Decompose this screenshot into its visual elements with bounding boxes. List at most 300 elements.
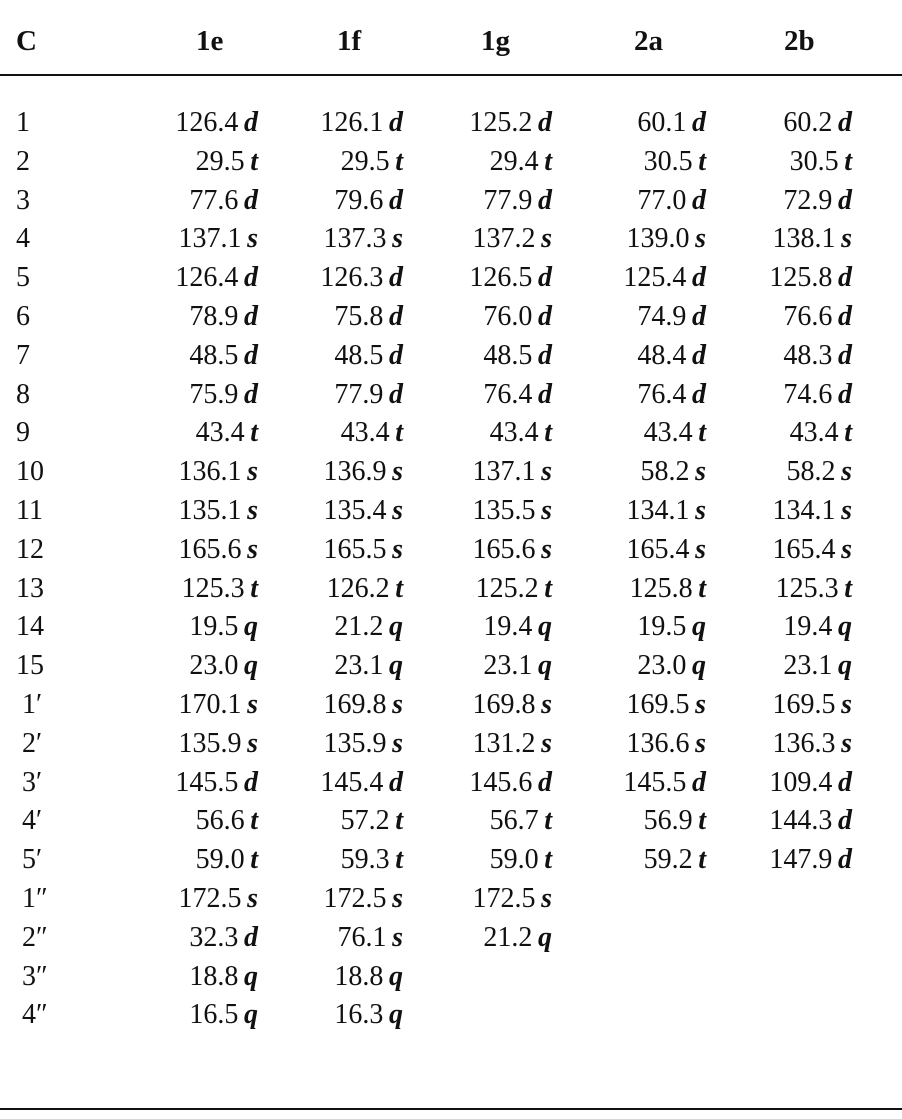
shift-value: 135.5 — [472, 495, 536, 526]
multiplicity: s — [541, 883, 552, 914]
shift-cell — [196, 414, 258, 452]
shift-value: 58.2 — [640, 456, 690, 488]
multiplicity: d — [244, 339, 258, 371]
shift-cell — [469, 764, 552, 802]
header-rule — [0, 74, 902, 76]
shift-value: 19.4 — [483, 611, 533, 643]
multiplicity: s — [392, 921, 403, 953]
multiplicity: d — [538, 301, 552, 332]
shift-value: 23.1 — [334, 650, 384, 682]
shift-value: 169.5 — [626, 689, 690, 720]
table-row — [0, 492, 902, 530]
shift-value: 48.5 — [483, 339, 533, 371]
multiplicity: q — [244, 960, 258, 992]
multiplicity: s — [392, 689, 403, 720]
multiplicity: d — [692, 184, 706, 216]
shift-cell — [790, 143, 852, 181]
shift-cell — [189, 958, 258, 996]
multiplicity: s — [841, 533, 852, 565]
table-row — [0, 996, 902, 1034]
carbon-label: 4″ — [22, 999, 48, 1031]
multiplicity: q — [538, 650, 552, 682]
shift-value: 75.9 — [189, 378, 239, 410]
shift-cell — [341, 841, 403, 879]
shift-value: 48.5 — [189, 339, 239, 371]
shift-value: 21.2 — [334, 611, 384, 643]
shift-cell — [623, 764, 706, 802]
shift-cell — [341, 143, 403, 181]
table-row — [0, 802, 902, 840]
shift-cell — [175, 764, 258, 802]
carbon-label: 3′ — [22, 766, 43, 798]
shift-cell — [334, 996, 403, 1034]
table-row — [0, 220, 902, 258]
shift-cell — [323, 725, 403, 763]
shift-cell — [320, 104, 403, 142]
shift-value: 58.2 — [786, 456, 836, 488]
shift-value: 172.5 — [472, 883, 536, 914]
shift-cell — [178, 725, 258, 763]
multiplicity: s — [841, 495, 852, 526]
shift-cell — [790, 414, 852, 452]
multiplicity: d — [538, 262, 552, 294]
carbon-label: 4 — [16, 223, 30, 255]
multiplicity: s — [695, 495, 706, 526]
shift-cell — [626, 686, 706, 724]
shift-value: 79.6 — [334, 184, 384, 216]
shift-value: 16.3 — [334, 999, 384, 1031]
multiplicity: t — [250, 417, 258, 449]
multiplicity: s — [541, 223, 552, 255]
shift-value: 59.2 — [643, 844, 693, 876]
header-2b: 2b — [784, 25, 815, 57]
multiplicity: t — [698, 844, 706, 876]
multiplicity: s — [695, 727, 706, 759]
shift-cell — [334, 958, 403, 996]
shift-cell — [178, 531, 258, 569]
multiplicity: s — [695, 456, 706, 488]
table-header-row — [0, 10, 902, 70]
carbon-label: 1 — [16, 107, 30, 138]
shift-value: 125.2 — [475, 572, 539, 604]
shift-cell — [334, 182, 403, 220]
multiplicity: d — [692, 301, 706, 332]
shift-cell — [189, 376, 258, 414]
multiplicity: d — [838, 339, 852, 371]
table-row — [0, 298, 902, 336]
shift-cell — [323, 492, 403, 530]
shift-cell — [637, 608, 706, 646]
table-row — [0, 841, 902, 879]
multiplicity: d — [838, 378, 852, 410]
shift-cell — [472, 492, 552, 530]
shift-value: 165.6 — [178, 533, 242, 565]
header-1e: 1e — [196, 25, 224, 57]
shift-value: 76.1 — [337, 921, 387, 953]
shift-cell — [637, 298, 706, 336]
multiplicity: s — [247, 456, 258, 488]
multiplicity: d — [692, 766, 706, 798]
multiplicity: s — [841, 223, 852, 255]
shift-cell — [783, 337, 852, 375]
shift-value: 145.4 — [320, 766, 384, 798]
multiplicity: d — [538, 107, 552, 138]
shift-value: 56.6 — [195, 805, 245, 837]
multiplicity: s — [392, 223, 403, 255]
table-row — [0, 570, 902, 608]
shift-cell — [337, 919, 403, 957]
shift-cell — [644, 143, 706, 181]
carbon-label: 1″ — [22, 883, 48, 914]
shift-cell — [769, 802, 852, 840]
multiplicity: q — [244, 999, 258, 1031]
multiplicity: s — [392, 495, 403, 526]
multiplicity: d — [389, 107, 403, 138]
shift-cell — [623, 259, 706, 297]
shift-value: 170.1 — [178, 689, 242, 720]
multiplicity: t — [250, 844, 258, 876]
multiplicity: d — [838, 805, 852, 837]
shift-value: 30.5 — [643, 145, 693, 177]
shift-cell — [178, 686, 258, 724]
shift-cell — [323, 453, 403, 491]
multiplicity: d — [838, 184, 852, 216]
shift-cell — [323, 220, 403, 258]
multiplicity: s — [247, 689, 258, 720]
table-row — [0, 725, 902, 763]
table-row — [0, 686, 902, 724]
table-row — [0, 764, 902, 802]
multiplicity: t — [544, 844, 552, 876]
multiplicity: d — [538, 766, 552, 798]
carbon-label: 2″ — [22, 921, 48, 953]
multiplicity: s — [541, 727, 552, 759]
shift-cell — [178, 880, 258, 918]
shift-value: 134.1 — [626, 495, 690, 526]
multiplicity: d — [244, 921, 258, 953]
multiplicity: t — [544, 805, 552, 837]
shift-cell — [772, 492, 852, 530]
multiplicity: d — [692, 107, 706, 138]
shift-cell — [341, 802, 403, 840]
table-row — [0, 337, 902, 375]
shift-cell — [175, 259, 258, 297]
shift-cell — [626, 531, 706, 569]
multiplicity: q — [838, 650, 852, 682]
multiplicity: d — [244, 378, 258, 410]
multiplicity: q — [838, 611, 852, 643]
shift-cell — [469, 104, 552, 142]
shift-cell — [178, 220, 258, 258]
shift-cell — [189, 996, 258, 1034]
multiplicity: s — [247, 883, 258, 914]
shift-cell — [483, 298, 552, 336]
shift-value: 48.3 — [783, 339, 833, 371]
shift-cell — [483, 919, 552, 957]
multiplicity: d — [838, 301, 852, 332]
shift-value: 125.8 — [629, 572, 693, 604]
shift-cell — [772, 220, 852, 258]
shift-cell — [334, 337, 403, 375]
shift-value: 77.9 — [334, 378, 384, 410]
shift-value: 23.0 — [189, 650, 239, 682]
multiplicity: t — [395, 805, 403, 837]
multiplicity: t — [395, 145, 403, 177]
shift-value: 145.5 — [623, 766, 687, 798]
multiplicity: q — [538, 921, 552, 953]
shift-cell — [472, 453, 552, 491]
shift-cell — [334, 647, 403, 685]
shift-value: 145.6 — [469, 766, 533, 798]
shift-cell — [189, 647, 258, 685]
table-row — [0, 647, 902, 685]
shift-cell — [644, 414, 706, 452]
shift-value: 135.9 — [323, 727, 387, 759]
multiplicity: t — [544, 572, 552, 604]
multiplicity: q — [538, 611, 552, 643]
shift-cell — [476, 570, 552, 608]
shift-value: 137.3 — [323, 223, 387, 255]
multiplicity: d — [838, 844, 852, 876]
shift-value: 77.0 — [637, 184, 687, 216]
shift-cell — [182, 570, 258, 608]
shift-cell — [490, 143, 552, 181]
shift-value: 16.5 — [189, 999, 239, 1031]
shift-value: 131.2 — [472, 727, 536, 759]
shift-value: 126.5 — [469, 262, 533, 294]
carbon-label: 13 — [16, 572, 44, 604]
multiplicity: q — [244, 611, 258, 643]
shift-cell — [490, 802, 552, 840]
shift-value: 48.5 — [334, 339, 384, 371]
shift-cell — [472, 220, 552, 258]
shift-value: 78.9 — [189, 301, 239, 332]
multiplicity: t — [698, 417, 706, 449]
carbon-label: 3 — [16, 184, 30, 216]
multiplicity: d — [538, 339, 552, 371]
carbon-label: 8 — [16, 378, 30, 410]
carbon-label: 5′ — [22, 844, 43, 876]
multiplicity: t — [250, 572, 258, 604]
shift-cell — [472, 686, 552, 724]
shift-value: 126.4 — [175, 262, 239, 294]
multiplicity: s — [695, 689, 706, 720]
shift-cell — [630, 570, 706, 608]
shift-value: 43.4 — [489, 417, 539, 449]
shift-cell — [320, 764, 403, 802]
header-2a: 2a — [634, 25, 663, 57]
shift-value: 165.4 — [772, 533, 836, 565]
shift-value: 21.2 — [483, 921, 533, 953]
multiplicity: s — [695, 223, 706, 255]
shift-cell — [196, 841, 258, 879]
shift-value: 75.8 — [334, 301, 384, 332]
shift-cell — [769, 841, 852, 879]
carbon-label: 1′ — [22, 689, 43, 720]
shift-value: 76.4 — [637, 378, 687, 410]
shift-value: 19.5 — [637, 611, 687, 643]
shift-cell — [644, 841, 706, 879]
header-carbon: C — [16, 25, 37, 57]
shift-value: 137.1 — [178, 223, 242, 255]
multiplicity: s — [392, 456, 403, 488]
shift-value: 125.3 — [181, 572, 245, 604]
table-row — [0, 531, 902, 569]
multiplicity: s — [392, 727, 403, 759]
shift-value: 172.5 — [178, 883, 242, 914]
multiplicity: d — [389, 301, 403, 332]
multiplicity: q — [692, 611, 706, 643]
shift-cell — [786, 453, 852, 491]
shift-value: 59.0 — [195, 844, 245, 876]
shift-value: 169.5 — [772, 689, 836, 720]
shift-cell — [483, 647, 552, 685]
multiplicity: d — [244, 184, 258, 216]
shift-value: 165.6 — [472, 533, 536, 565]
shift-cell — [626, 725, 706, 763]
shift-value: 125.3 — [775, 572, 839, 604]
multiplicity: s — [247, 727, 258, 759]
multiplicity: d — [389, 378, 403, 410]
shift-cell — [334, 376, 403, 414]
shift-cell — [327, 570, 403, 608]
shift-value: 59.0 — [489, 844, 539, 876]
multiplicity: t — [844, 145, 852, 177]
shift-cell — [472, 880, 552, 918]
table-row — [0, 259, 902, 297]
shift-value: 18.8 — [189, 960, 239, 992]
shift-value: 126.1 — [320, 107, 384, 138]
shift-cell — [472, 531, 552, 569]
multiplicity: d — [389, 766, 403, 798]
shift-cell — [783, 104, 852, 142]
shift-value: 29.5 — [340, 145, 390, 177]
multiplicity: d — [244, 301, 258, 332]
shift-value: 76.6 — [783, 301, 833, 332]
multiplicity: s — [247, 533, 258, 565]
multiplicity: t — [544, 145, 552, 177]
multiplicity: d — [538, 378, 552, 410]
table-row — [0, 182, 902, 220]
shift-cell — [178, 453, 258, 491]
shift-cell — [323, 880, 403, 918]
shift-cell — [783, 298, 852, 336]
multiplicity: d — [692, 339, 706, 371]
shift-value: 19.5 — [189, 611, 239, 643]
multiplicity: d — [244, 262, 258, 294]
shift-cell — [640, 453, 706, 491]
shift-value: 144.3 — [769, 805, 833, 837]
shift-cell — [483, 337, 552, 375]
shift-cell — [483, 608, 552, 646]
shift-value: 135.1 — [178, 495, 242, 526]
table-row — [0, 414, 902, 452]
multiplicity: s — [247, 495, 258, 526]
carbon-label: 11 — [16, 495, 43, 526]
shift-cell — [772, 725, 852, 763]
shift-cell — [769, 259, 852, 297]
shift-cell — [490, 414, 552, 452]
shift-value: 76.4 — [483, 378, 533, 410]
multiplicity: q — [389, 611, 403, 643]
shift-cell — [772, 531, 852, 569]
table-row — [0, 104, 902, 142]
shift-value: 56.9 — [643, 805, 693, 837]
carbon-label: 2′ — [22, 727, 43, 759]
multiplicity: s — [841, 727, 852, 759]
shift-value: 23.1 — [483, 650, 533, 682]
shift-value: 136.1 — [178, 456, 242, 488]
shift-cell — [178, 492, 258, 530]
table-row — [0, 608, 902, 646]
shift-value: 72.9 — [783, 184, 833, 216]
carbon-label: 6 — [16, 301, 30, 332]
shift-value: 29.4 — [489, 145, 539, 177]
carbon-label: 2 — [16, 145, 30, 177]
multiplicity: s — [541, 456, 552, 488]
multiplicity: t — [250, 805, 258, 837]
shift-value: 74.6 — [783, 378, 833, 410]
multiplicity: s — [541, 495, 552, 526]
shift-cell — [783, 647, 852, 685]
multiplicity: q — [389, 960, 403, 992]
shift-value: 136.9 — [323, 456, 387, 488]
multiplicity: q — [244, 650, 258, 682]
shift-value: 43.4 — [789, 417, 839, 449]
shift-value: 137.1 — [472, 456, 536, 488]
multiplicity: s — [841, 456, 852, 488]
shift-value: 135.4 — [323, 495, 387, 526]
multiplicity: q — [389, 650, 403, 682]
shift-cell — [323, 686, 403, 724]
shift-value: 29.5 — [195, 145, 245, 177]
carbon-label: 7 — [16, 339, 30, 371]
multiplicity: s — [695, 533, 706, 565]
shift-value: 126.2 — [326, 572, 390, 604]
multiplicity: d — [692, 378, 706, 410]
shift-value: 145.5 — [175, 766, 239, 798]
shift-cell — [469, 259, 552, 297]
multiplicity: t — [250, 145, 258, 177]
table-row — [0, 453, 902, 491]
multiplicity: t — [698, 145, 706, 177]
multiplicity: d — [838, 766, 852, 798]
multiplicity: t — [395, 417, 403, 449]
shift-value: 109.4 — [769, 766, 833, 798]
shift-value: 19.4 — [783, 611, 833, 643]
shift-value: 57.2 — [340, 805, 390, 837]
shift-cell — [483, 376, 552, 414]
multiplicity: d — [838, 262, 852, 294]
carbon-label: 15 — [16, 650, 44, 682]
shift-cell — [626, 492, 706, 530]
shift-cell — [483, 182, 552, 220]
carbon-label: 10 — [16, 456, 44, 488]
multiplicity: s — [392, 533, 403, 565]
shift-value: 125.4 — [623, 262, 687, 294]
shift-value: 137.2 — [472, 223, 536, 255]
multiplicity: q — [692, 650, 706, 682]
table-row — [0, 919, 902, 957]
multiplicity: q — [389, 999, 403, 1031]
shift-cell — [472, 725, 552, 763]
shift-cell — [772, 686, 852, 724]
shift-value: 125.2 — [469, 107, 533, 138]
shift-value: 139.0 — [626, 223, 690, 255]
shift-cell — [776, 570, 852, 608]
shift-value: 125.8 — [769, 262, 833, 294]
shift-cell — [783, 182, 852, 220]
